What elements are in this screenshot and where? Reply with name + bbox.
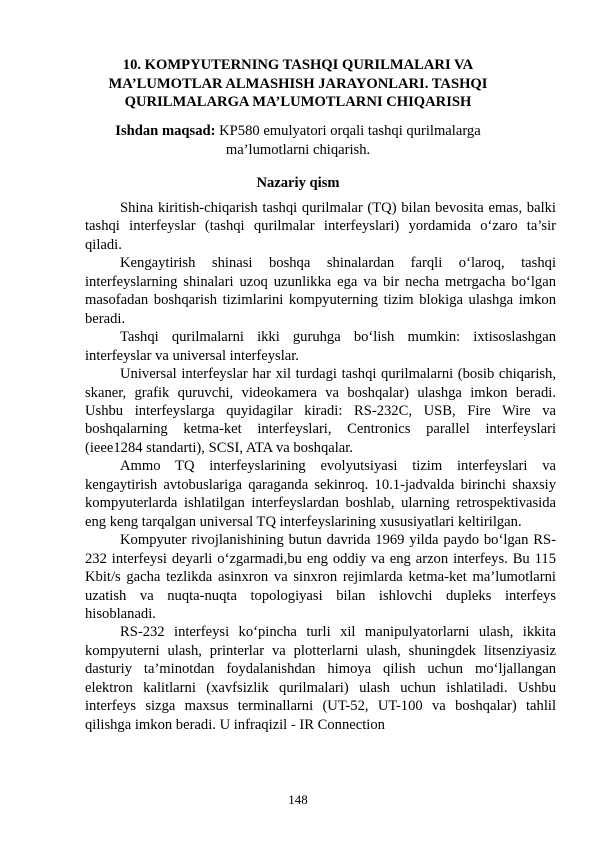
chapter-title: 10. KOMPYUTERNING TASHQI QURILMALARI VA MA’LUMOTLAR ALMASHISH JARAYONLARI. TASHQI QURILMALARGA MA’LUMOTLARNI CHIQARISH <box>108 57 488 110</box>
body-text <box>85 199 556 734</box>
paragraph: Universal interfeyslar har xil turdagi tashqi qurilmalarni (bosib chiqarish, skaner, grafik quruvchi, videokamera va boshqalar) ulashga imkon beradi. Ushbu interfeyslarga quyidagilar kiradi: RS-232C, USB, Fire Wire va boshqalarning ketma-ket interfeyslari, Centronics parallel interfeyslari (ieee1284 standarti), SCSI, ATA va boshqalar. <box>85 366 556 456</box>
page-number: 148 <box>288 792 308 807</box>
paragraph: Kompyuter rivojlanishining butun davrida 1969 yilda paydo bo‘lgan RS-232 interfeysi deyarli o‘zgarmadi,bu eng oddiy va eng arzon interfeys. Bu 115 Kbit/s gacha tezlikda asinxron va sinxron rejimlarda ketma-ket ma’lumotlarni uzatish va nuqta-nuqta topologiyasi bilan ishlovchi dupleks interfeys hisoblanadi. <box>85 532 556 622</box>
paragraph: Shina kiritish-chiqarish tashqi qurilmalar (TQ) bilan bevosita emas, balki tashqi interfeyslar (tashqi qurilmalar interfeyslari) yordamida o‘zaro ta’sir qiladi. <box>85 200 556 253</box>
section-heading: Nazariy qism <box>256 175 340 191</box>
goal-text: KP580 emulyatori orqali tashqi qurilmalarga ma’lumotlarni chiqarish. <box>215 123 481 158</box>
goal-label: Ishdan maqsad: <box>115 123 216 139</box>
paragraph: Kengaytirish shinasi boshqa shinalardan farqli o‘laroq, tashqi interfeyslarning shinalari uzoq uzunlikka ega va bir necha metrgacha bo‘lgan masofadan boshqarish tizimlarini kompyuterning tizim blokiga ulashga imkon beradi. <box>85 255 556 327</box>
goal-statement <box>90 122 506 159</box>
paragraph: Tashqi qurilmalarni ikki guruhga bo‘lish mumkin: ixtisoslashgan interfeyslar va universal interfeyslar. <box>85 329 556 364</box>
paragraph: Ammo TQ interfeyslarining evolyutsiyasi tizim interfeyslari va kengaytirish avtobuslariga qaraganda sekinroq. 10.1-jadvalda birinchi shaxsiy kompyuterlarda ishlatilgan interfeyslardan boshlab, ularning retrospektivasida eng keng tarqalgan universal TQ interfeyslarining xususiyatlari keltirilgan. <box>85 458 556 530</box>
paragraph: RS-232 interfeysi ko‘pincha turli xil manipulyatorlarni ulash, ikkita kompyuterni ulash, printerlar va plotterlarni ulash, shuningdek litsenziyasiz dasturiy ta’minotdan foydalanishdan himoya qilish uchun mo‘ljallangan elektron kalitlarni (xavfsizlik qurilmalari) ulash uchun ishlatiladi. Ushbu interfeys sizga maxsus terminallarni (UT-52, UT-100 va boshqalar) tahlil qilishga imkon beradi. U infraqizil - IR Connection <box>85 624 556 733</box>
